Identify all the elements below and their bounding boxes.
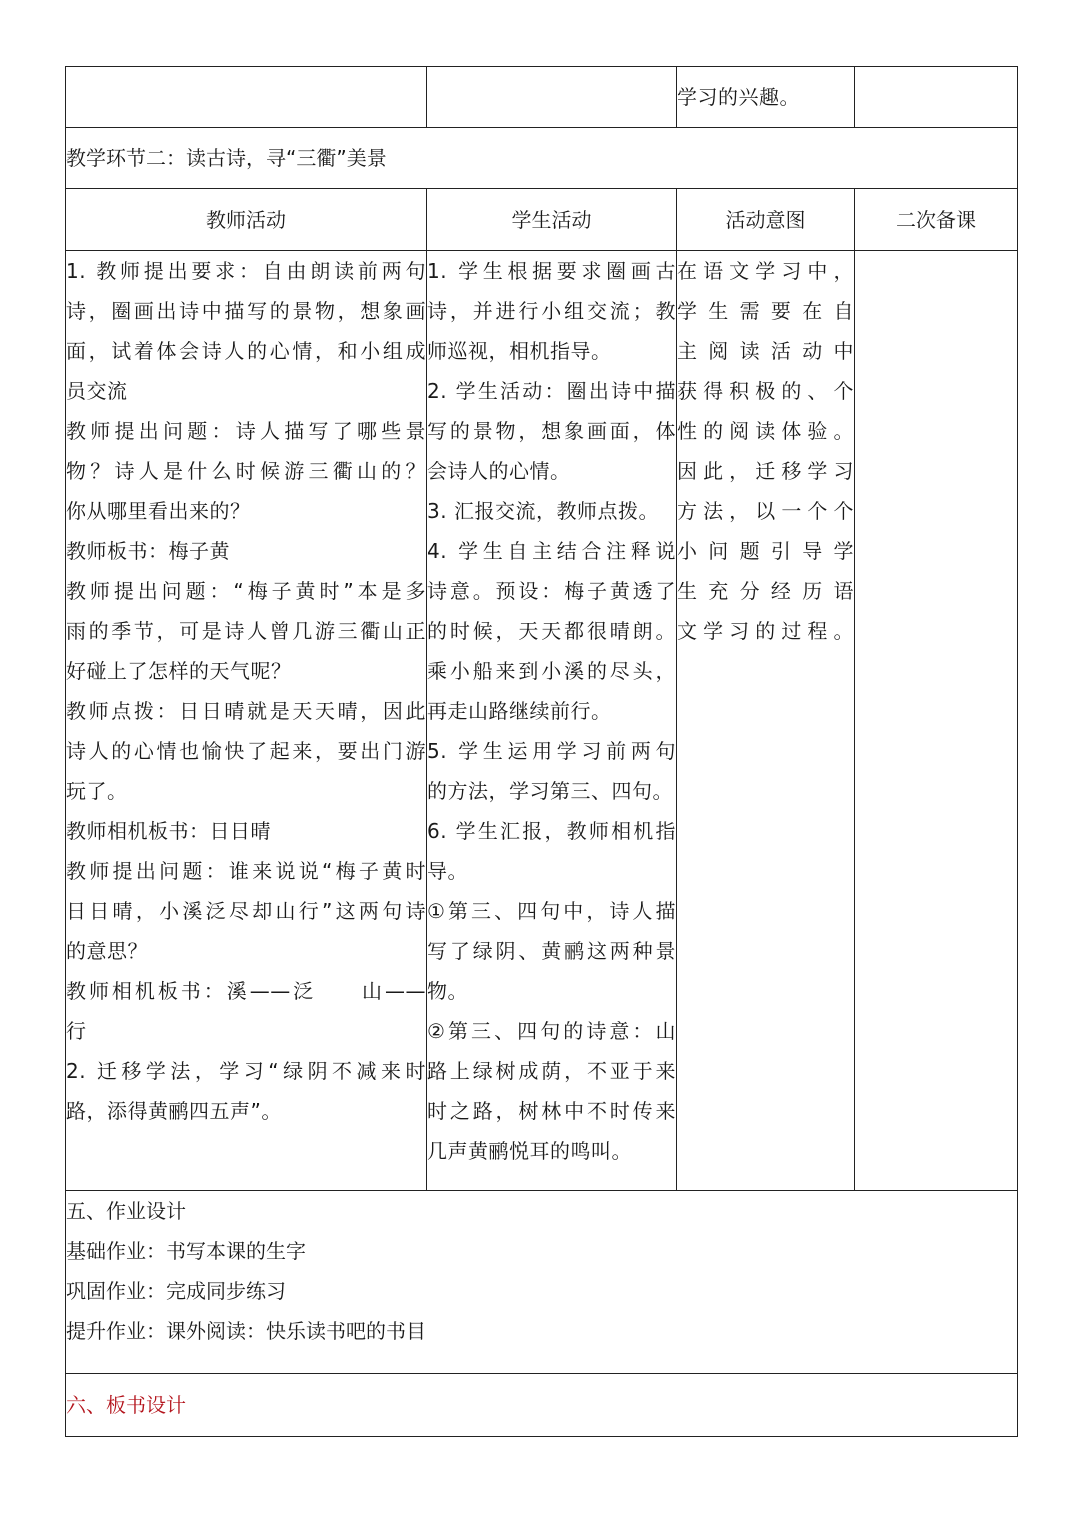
teacher-line: 诗人的心情也愉快了起来，要出门游 [66, 739, 426, 763]
section-title: 教学环节二：读古诗，寻“三衢”美景 [66, 146, 387, 170]
section-title-cell [66, 128, 1018, 189]
student-line: ①第三、四句中，诗人描 [427, 899, 676, 923]
homework-basic: 基础作业：书写本课的生字 [66, 1239, 306, 1263]
student-line: 乘小船来到小溪的尽头， [427, 659, 676, 683]
teacher-line: 行 [66, 1019, 87, 1043]
student-line: 的时候，天天都很晴朗。 [427, 619, 676, 643]
teacher-line: 好碰上了怎样的天气呢？ [66, 659, 292, 683]
student-line: 3. 汇报交流，教师点拨。 [427, 499, 659, 523]
teacher-line: 教师点拨：日日晴就是天天晴，因此 [66, 699, 426, 723]
intent-line: 小问题引导学 [677, 539, 854, 563]
student-line: 会诗人的心情。 [427, 459, 571, 483]
teacher-line: 你从哪里看出来的？ [66, 499, 251, 523]
student-line: 写的景物，想象画面，体 [427, 419, 676, 443]
teacher-line: 的意思？ [66, 939, 148, 963]
student-activity-cell [427, 251, 677, 1191]
teacher-line: 2. 迁移学法，学习“绿阴不减来时 [66, 1059, 426, 1083]
intent-line: 方法，以一个个 [677, 499, 854, 523]
student-line: 2. 学生活动：圈出诗中描 [427, 379, 676, 403]
student-line: ②第三、四句的诗意：山 [427, 1019, 676, 1043]
student-line: 时之路，树林中不时传来 [427, 1099, 676, 1123]
header-intent: 活动意图 [677, 189, 855, 251]
homework-row [66, 1191, 1018, 1374]
section-row [66, 128, 1018, 189]
student-line: 师巡视，相机指导。 [427, 339, 612, 363]
teacher-line: 诗，圈画出诗中描写的景物，想象画 [66, 299, 426, 323]
intent-line: 因此，迁移学习 [677, 459, 854, 483]
intent-tail-text: 学习的兴趣。 [677, 85, 800, 109]
board-cell [66, 1374, 1018, 1437]
student-line: 物。 [427, 979, 468, 1003]
homework-advanced: 提升作业：课外阅读：快乐读书吧的书目 [66, 1319, 426, 1343]
teacher-line: 员交流 [66, 379, 128, 403]
teacher-line: 教师相机板书：日日晴 [66, 819, 271, 843]
student-line: 路上绿树成荫，不亚于来 [427, 1059, 676, 1083]
student-line: 几声黄鹂悦耳的鸣叫。 [427, 1139, 632, 1163]
intent-cell-tail [677, 67, 855, 128]
prep-cell-empty [855, 67, 1018, 128]
teacher-activity-cell [66, 251, 427, 1191]
student-line: 再走山路继续前行。 [427, 699, 612, 723]
teacher-line: 路，添得黄鹂四五声”。 [66, 1099, 282, 1123]
intent-line: 获得积极的、个 [677, 379, 854, 403]
student-line: 1. 学生根据要求圈画古 [427, 259, 676, 283]
intent-line: 文学习的过程。 [677, 619, 854, 643]
student-line: 诗，并进行小组交流；教 [427, 299, 676, 323]
teacher-line: 1. 教师提出要求：自由朗读前两句 [66, 259, 426, 283]
teacher-activity-text [66, 251, 426, 1131]
continuation-row [66, 67, 1018, 128]
student-activity-text [427, 251, 676, 1171]
homework-title: 五、作业设计 [66, 1199, 186, 1223]
student-line: 诗意。预设：梅子黄透了 [427, 579, 676, 603]
header-teacher: 教师活动 [66, 189, 427, 251]
teacher-line: 物？诗人是什么时候游三衢山的？ [66, 459, 426, 483]
teacher-line: 教师板书：梅子黄 [66, 539, 230, 563]
homework-cell [66, 1191, 1018, 1374]
student-line: 写了绿阴、黄鹂这两种景 [427, 939, 676, 963]
prep-cell [855, 251, 1018, 1191]
student-line: 5. 学生运用学习前两句 [427, 739, 676, 763]
homework-consolidate: 巩固作业：完成同步练习 [66, 1279, 286, 1303]
student-line: 6. 学生汇报，教师相机指 [427, 819, 676, 843]
header-prep: 二次备课 [855, 189, 1018, 251]
intent-line: 性的阅读体验。 [677, 419, 854, 443]
activity-row [66, 251, 1018, 1191]
teacher-line: 教师相机板书：溪——泛 山—— [66, 979, 426, 1003]
student-line: 4. 学生自主结合注释说 [427, 539, 676, 563]
student-line: 的方法，学习第三、四句。 [427, 779, 673, 803]
lesson-plan-table [65, 66, 1018, 1437]
teacher-line: 日日晴，小溪泛尽却山行”这两句诗 [66, 899, 426, 923]
header-row [66, 189, 1018, 251]
teacher-line: 教师提出问题：谁来说说“梅子黄时 [66, 859, 426, 883]
student-cell-empty [427, 67, 677, 128]
intent-line: 主阅读活动中 [677, 339, 854, 363]
teacher-cell-empty [66, 67, 427, 128]
intent-line: 在语文学习中， [677, 259, 854, 283]
intent-line: 学生需要在自 [677, 299, 854, 323]
intent-line: 生充分经历语 [677, 579, 854, 603]
teacher-line: 面，试着体会诗人的心情，和小组成 [66, 339, 426, 363]
board-row [66, 1374, 1018, 1437]
header-student: 学生活动 [427, 189, 677, 251]
board-title: 六、板书设计 [66, 1393, 186, 1417]
teacher-line: 玩了。 [66, 779, 128, 803]
teacher-line: 雨的季节，可是诗人曾几游三衢山正 [66, 619, 426, 643]
intent-cell [677, 251, 855, 1191]
teacher-line: 教师提出问题：“梅子黄时”本是多 [66, 579, 426, 603]
student-line: 导。 [427, 859, 468, 883]
intent-text [677, 251, 854, 651]
teacher-line: 教师提出问题：诗人描写了哪些景 [66, 419, 426, 443]
